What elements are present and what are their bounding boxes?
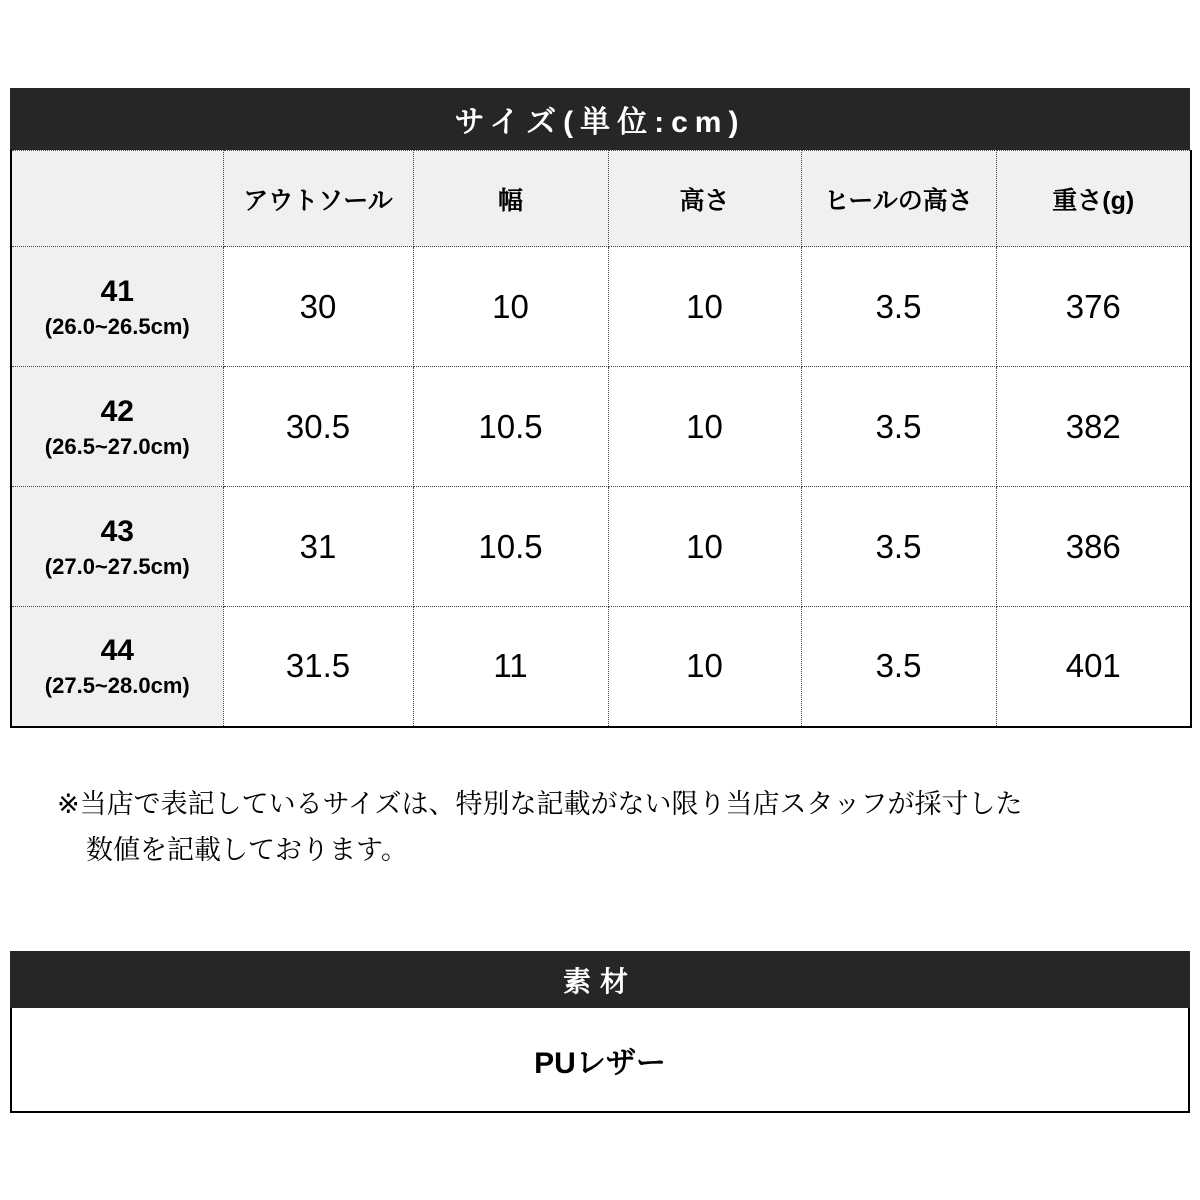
cell-weight: 401 xyxy=(996,607,1191,727)
cell-outsole: 31 xyxy=(223,487,413,607)
cell-weight: 376 xyxy=(996,247,1191,367)
size-row-43 xyxy=(11,487,1191,607)
cell-height: 10 xyxy=(608,367,801,487)
cell-heel-height: 3.5 xyxy=(801,367,996,487)
material-value: PUレザー xyxy=(534,1046,666,1080)
column-header-weight: 重さ(g) xyxy=(996,151,1191,247)
size-row-42 xyxy=(11,367,1191,487)
size-label-cell xyxy=(11,247,223,367)
cell-heel-height: 3.5 xyxy=(801,607,996,727)
cell-height: 10 xyxy=(608,607,801,727)
cell-outsole: 31.5 xyxy=(223,607,413,727)
cell-width: 10.5 xyxy=(413,367,608,487)
size-number: 44 xyxy=(100,634,134,668)
material-value-cell xyxy=(10,1008,1190,1113)
cell-heel-height: 3.5 xyxy=(801,247,996,367)
size-range: (26.0~26.5cm) xyxy=(44,313,190,339)
cell-outsole: 30 xyxy=(223,247,413,367)
column-header-heel-height: ヒールの高さ xyxy=(801,151,996,247)
size-label-cell xyxy=(11,367,223,487)
size-number: 41 xyxy=(100,274,134,308)
cell-outsole: 30.5 xyxy=(223,367,413,487)
size-range: (26.5~27.0cm) xyxy=(44,433,190,459)
material-section xyxy=(10,951,1190,1113)
material-title: 素材 xyxy=(562,965,637,997)
cell-heel-height: 3.5 xyxy=(801,487,996,607)
cell-width: 10.5 xyxy=(413,487,608,607)
cell-height: 10 xyxy=(608,487,801,607)
size-table xyxy=(10,150,1192,728)
cell-height: 10 xyxy=(608,247,801,367)
size-number: 43 xyxy=(100,514,134,548)
size-range: (27.5~28.0cm) xyxy=(44,673,190,699)
size-chart-title-bar xyxy=(10,88,1190,150)
column-header-outsole: アウトソール xyxy=(223,151,413,247)
cell-weight: 382 xyxy=(996,367,1191,487)
measurement-note-line-2: 数値を記載しております。 xyxy=(86,835,408,865)
size-number: 42 xyxy=(100,394,134,428)
size-label-cell xyxy=(11,607,223,727)
size-chart-section xyxy=(10,88,1190,728)
size-chart-title: サイズ(単位:cm) xyxy=(454,106,746,139)
size-row-41 xyxy=(11,247,1191,367)
material-title-bar xyxy=(10,951,1190,1008)
column-header-width: 幅 xyxy=(413,151,608,247)
cell-width: 10 xyxy=(413,247,608,367)
size-table-corner-cell xyxy=(11,151,223,247)
size-table-header-row xyxy=(11,151,1191,247)
measurement-note-line-1: ※当店で表記しているサイズは、特別な記載がない限り当店スタッフが採寸した xyxy=(57,789,1023,819)
cell-width: 11 xyxy=(413,607,608,727)
size-label-cell xyxy=(11,487,223,607)
size-row-44 xyxy=(11,607,1191,727)
cell-weight: 386 xyxy=(996,487,1191,607)
size-range: (27.0~27.5cm) xyxy=(44,553,190,579)
measurement-note xyxy=(57,781,1022,873)
column-header-height: 高さ xyxy=(608,151,801,247)
